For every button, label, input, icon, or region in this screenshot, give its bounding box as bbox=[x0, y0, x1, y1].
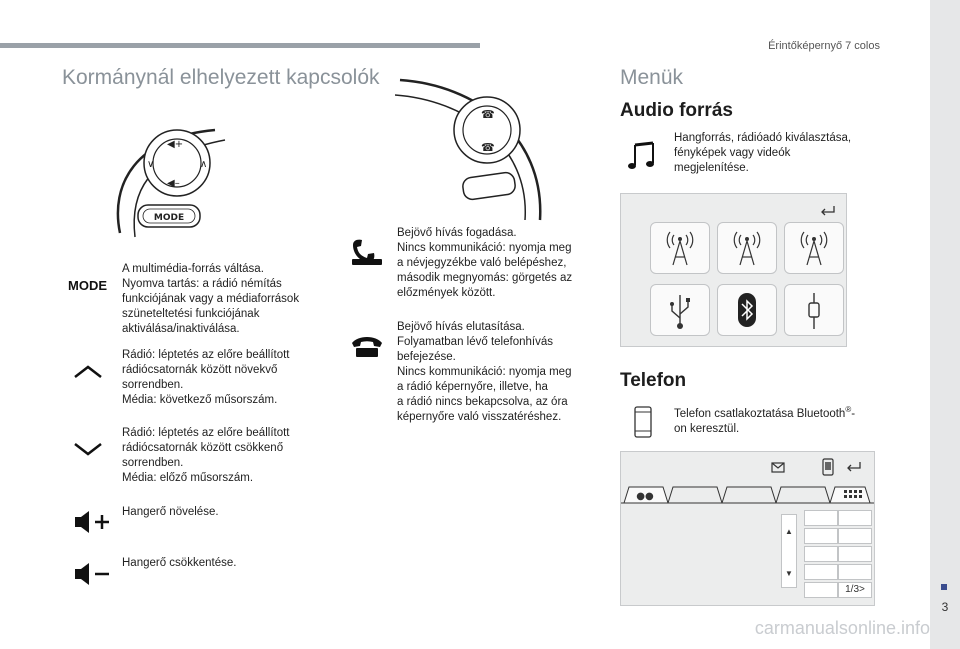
svg-text:◀–: ◀– bbox=[167, 178, 180, 189]
list-cell[interactable] bbox=[804, 546, 838, 562]
back-icon[interactable] bbox=[845, 460, 863, 472]
list-cell[interactable] bbox=[804, 582, 838, 598]
telefon-heading: Telefon bbox=[620, 370, 687, 391]
list-cell[interactable] bbox=[804, 564, 838, 580]
steering-right-illustration bbox=[395, 75, 555, 225]
answer-description: Bejövő hívás fogadása. Nincs kommunikáció: nyomja meg a névjegyzékbe való belépéshez, második megnyomás: görgetés az előzmények között. bbox=[397, 227, 573, 299]
next-description: Rádió: léptetés az előre beállított rádiócsatornák között növekvő sorrendben. Média: következő műsorszám. bbox=[122, 349, 290, 406]
steering-left-illustration bbox=[105, 125, 265, 245]
mode-description: A multimédia-forrás váltása. Nyomva tartás: a rádió némítás funkciójának vagy a médiaforrások szüneteltetési funkciójának aktiválása/inaktiválása. bbox=[122, 263, 300, 335]
bluetooth-source-tile[interactable] bbox=[717, 284, 777, 336]
radio-source-tile-3[interactable] bbox=[784, 222, 844, 274]
usb-icon bbox=[651, 285, 709, 335]
volume-down-description: Hangerő csökkentése. bbox=[122, 557, 237, 569]
phone-answer-icon bbox=[350, 237, 384, 267]
radio-tower-icon bbox=[718, 223, 776, 273]
chevron-right-icon: > bbox=[859, 584, 865, 595]
list-cell[interactable] bbox=[838, 564, 872, 580]
telefon-screen bbox=[620, 451, 875, 606]
volume-up-icon bbox=[72, 508, 112, 536]
section-title-menus: Menük bbox=[620, 66, 684, 89]
svg-text:●●: ●● bbox=[636, 491, 654, 502]
list-cell[interactable] bbox=[804, 528, 838, 544]
svg-text:☎: ☎ bbox=[481, 108, 495, 121]
previous-description: Rádió: léptetés az előre beállított rádiócsatornák között csökkenő sorrendben. Média: előző műsorszám. bbox=[122, 427, 290, 484]
bluetooth-icon bbox=[718, 285, 776, 335]
phone-hangup-icon bbox=[350, 333, 384, 359]
phone-settings-icon[interactable] bbox=[821, 458, 835, 476]
aux-jack-icon bbox=[785, 285, 843, 335]
scroll-down-icon[interactable]: ▼ bbox=[785, 569, 793, 578]
section-title-steering: Kormánynál elhelyezett kapcsolók bbox=[62, 66, 380, 89]
svg-text:◀+: ◀+ bbox=[167, 139, 184, 150]
scrollbar[interactable] bbox=[781, 514, 797, 588]
page-number: 3 bbox=[941, 600, 949, 614]
watermark: carmanualsonline.info bbox=[754, 618, 930, 638]
usb-source-tile[interactable] bbox=[650, 284, 710, 336]
scroll-up-icon[interactable]: ▲ bbox=[785, 527, 793, 536]
list-cell[interactable] bbox=[838, 510, 872, 526]
radio-tower-icon bbox=[785, 223, 843, 273]
side-strip bbox=[930, 0, 960, 649]
volume-down-icon bbox=[72, 560, 112, 588]
radio-tower-icon bbox=[651, 223, 709, 273]
page-indicator[interactable]: 1/3> bbox=[838, 582, 872, 598]
list-cell[interactable] bbox=[838, 528, 872, 544]
message-icon[interactable] bbox=[771, 460, 785, 474]
radio-source-tile-2[interactable] bbox=[717, 222, 777, 274]
audio-source-screen bbox=[620, 193, 847, 347]
audio-heading: Audio forrás bbox=[620, 100, 733, 121]
telefon-tab-bar bbox=[621, 486, 874, 504]
telefon-description: Telefon csatlakoztatása Bluetooth®- on keresztül. bbox=[674, 405, 856, 435]
mode-icon: MODE bbox=[68, 278, 107, 293]
header-bar bbox=[0, 43, 480, 48]
music-note-icon bbox=[627, 141, 659, 171]
steering-mode-label: MODE bbox=[153, 213, 185, 223]
aux-source-tile[interactable] bbox=[784, 284, 844, 336]
chevron-down-icon bbox=[73, 441, 103, 457]
chapter-title: Érintőképernyő 7 colos bbox=[768, 40, 880, 52]
back-icon[interactable] bbox=[819, 204, 837, 216]
hangup-description: Bejövő hívás elutasítása. Folyamatban lévő telefonhívás befejezése. Nincs kommunikáció: nyomja meg a rádió képernyőre, illetve, ha a rádió nincs bekapcsolva, az óra képernyőre való visszatéréshez. bbox=[397, 321, 572, 423]
radio-source-tile-1[interactable] bbox=[650, 222, 710, 274]
audio-description: Hangforrás, rádióadó kiválasztása, fényképek vagy videók megjelenítése. bbox=[674, 132, 852, 174]
list-cell[interactable] bbox=[838, 546, 872, 562]
volume-up-description: Hangerő növelése. bbox=[122, 506, 219, 518]
svg-text:☎: ☎ bbox=[481, 141, 495, 154]
svg-text:∨: ∨ bbox=[147, 159, 155, 170]
page-marker bbox=[941, 584, 947, 590]
list-cell[interactable] bbox=[804, 510, 838, 526]
chevron-up-icon bbox=[73, 364, 103, 380]
smartphone-icon bbox=[633, 405, 653, 439]
svg-text:∧: ∧ bbox=[200, 159, 208, 170]
